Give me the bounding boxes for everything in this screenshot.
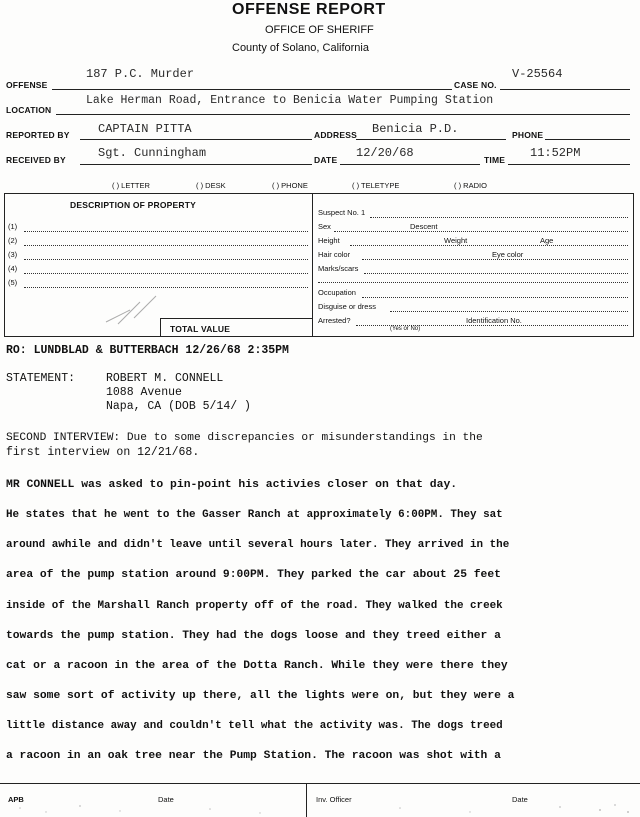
case-no-value: V-25564 xyxy=(512,67,563,81)
address-label: ADDRESS xyxy=(314,130,357,140)
offense-label: OFFENSE xyxy=(6,80,48,90)
office-name: OFFICE OF SHERIFF xyxy=(265,24,374,36)
offense-value: 187 P.C. Murder xyxy=(86,67,195,81)
property-row-2: (2) xyxy=(8,236,18,245)
scan-noise xyxy=(0,800,640,817)
suspect-height: Height xyxy=(318,236,340,245)
property-row-1: (1) xyxy=(8,222,18,231)
body-line-6: towards the pump station. They had the dogs loose and they treed either a xyxy=(6,630,501,642)
total-value-label: TOTAL VALUE xyxy=(170,324,231,334)
location-value: Lake Herman Road, Entrance to Benicia Water Pumping Station xyxy=(86,94,494,107)
via-teletype: ( ) TELETYPE xyxy=(352,181,400,190)
property-row-3: (3) xyxy=(8,250,18,259)
report-title: OFFENSE REPORT xyxy=(232,1,386,18)
body-line-7: cat or a racoon in the area of the Dotta Ranch. While they were there they xyxy=(6,660,508,672)
received-by-value: Sgt. Cunningham xyxy=(98,146,207,160)
footer-date-1: Date xyxy=(158,795,174,804)
body-line-9: little distance away and couldn't tell what the activity was. The dogs treed xyxy=(6,720,503,732)
reported-by-label: REPORTED BY xyxy=(6,130,70,140)
via-phone: ( ) PHONE xyxy=(272,181,308,190)
suspect-id-no: Identification No. xyxy=(466,316,522,325)
date-label: DATE xyxy=(314,155,338,165)
ro-line: RO: LUNDBLAD & BUTTERBACH 12/26/68 2:35PM xyxy=(6,344,289,357)
body-line-1: MR CONNELL was asked to pin-point his activies closer on that day. xyxy=(6,479,458,491)
body-line-3: around awhile and didn't leave until several hours later. They arrived in the xyxy=(6,539,510,551)
suspect-disguise: Disguise or dress xyxy=(318,302,376,311)
date-value: 12/20/68 xyxy=(356,146,414,160)
suspect-marks: Marks/scars xyxy=(318,264,359,273)
statement-line-2: 1088 Avenue xyxy=(106,386,182,399)
suspect-occupation: Occupation xyxy=(318,288,356,297)
received-by-label: RECEIVED BY xyxy=(6,155,66,165)
footer-inv-officer: Inv. Officer xyxy=(316,795,352,804)
time-label: TIME xyxy=(484,155,506,165)
address-value: Benicia P.D. xyxy=(372,122,459,136)
body-line-5: inside of the Marshall Ranch property off of the road. They walked the creek xyxy=(6,600,503,612)
statement-label: STATEMENT: xyxy=(6,372,76,385)
footer-date-2: Date xyxy=(512,795,528,804)
phone-label: PHONE xyxy=(512,130,544,140)
faint-stamp-mark xyxy=(100,288,190,328)
suspect-descent: Descent xyxy=(410,222,438,231)
property-heading: DESCRIPTION OF PROPERTY xyxy=(70,200,196,210)
footer-apb: APB xyxy=(8,795,24,804)
via-desk: ( ) DESK xyxy=(196,181,226,190)
second-interview-line-2: first interview on 12/21/68. xyxy=(6,446,200,459)
property-row-4: (4) xyxy=(8,264,18,273)
suspect-age: Age xyxy=(540,236,554,245)
suspect-no: Suspect No. 1 xyxy=(318,208,366,217)
suspect-arrested: Arrested? xyxy=(318,316,351,325)
statement-line-3: Napa, CA (DOB 5/14/ ) xyxy=(106,400,251,413)
body-line-10: a racoon in an oak tree near the Pump Station. The racoon was shot with a xyxy=(6,750,501,762)
property-row-5: (5) xyxy=(8,278,18,287)
body-line-2: He states that he went to the Gasser Ranch at approximately 6:00PM. They sat xyxy=(6,509,503,521)
county-name: County of Solano, California xyxy=(232,42,369,54)
suspect-eye: Eye color xyxy=(492,250,524,259)
reported-by-value: CAPTAIN PITTA xyxy=(98,122,192,136)
statement-line-1: ROBERT M. CONNELL xyxy=(106,372,224,385)
suspect-weight: Weight xyxy=(444,236,468,245)
suspect-sex: Sex xyxy=(318,222,331,231)
yes-no-hint: (Yes or No) xyxy=(390,326,421,332)
via-radio: ( ) RADIO xyxy=(454,181,487,190)
body-line-4: area of the pump station around 9:00PM. They parked the car about 25 feet xyxy=(6,569,501,581)
location-label: LOCATION xyxy=(6,105,52,115)
via-letter: ( ) LETTER xyxy=(112,181,150,190)
time-value: 11:52PM xyxy=(530,146,581,160)
case-no-label: CASE NO. xyxy=(454,80,497,90)
body-line-8: saw some sort of activity up there, all the lights were on, but they were a xyxy=(6,690,515,702)
second-interview-line-1: SECOND INTERVIEW: Due to some discrepancies or misunderstandings in the xyxy=(6,432,483,444)
suspect-hair: Hair color xyxy=(318,250,351,259)
